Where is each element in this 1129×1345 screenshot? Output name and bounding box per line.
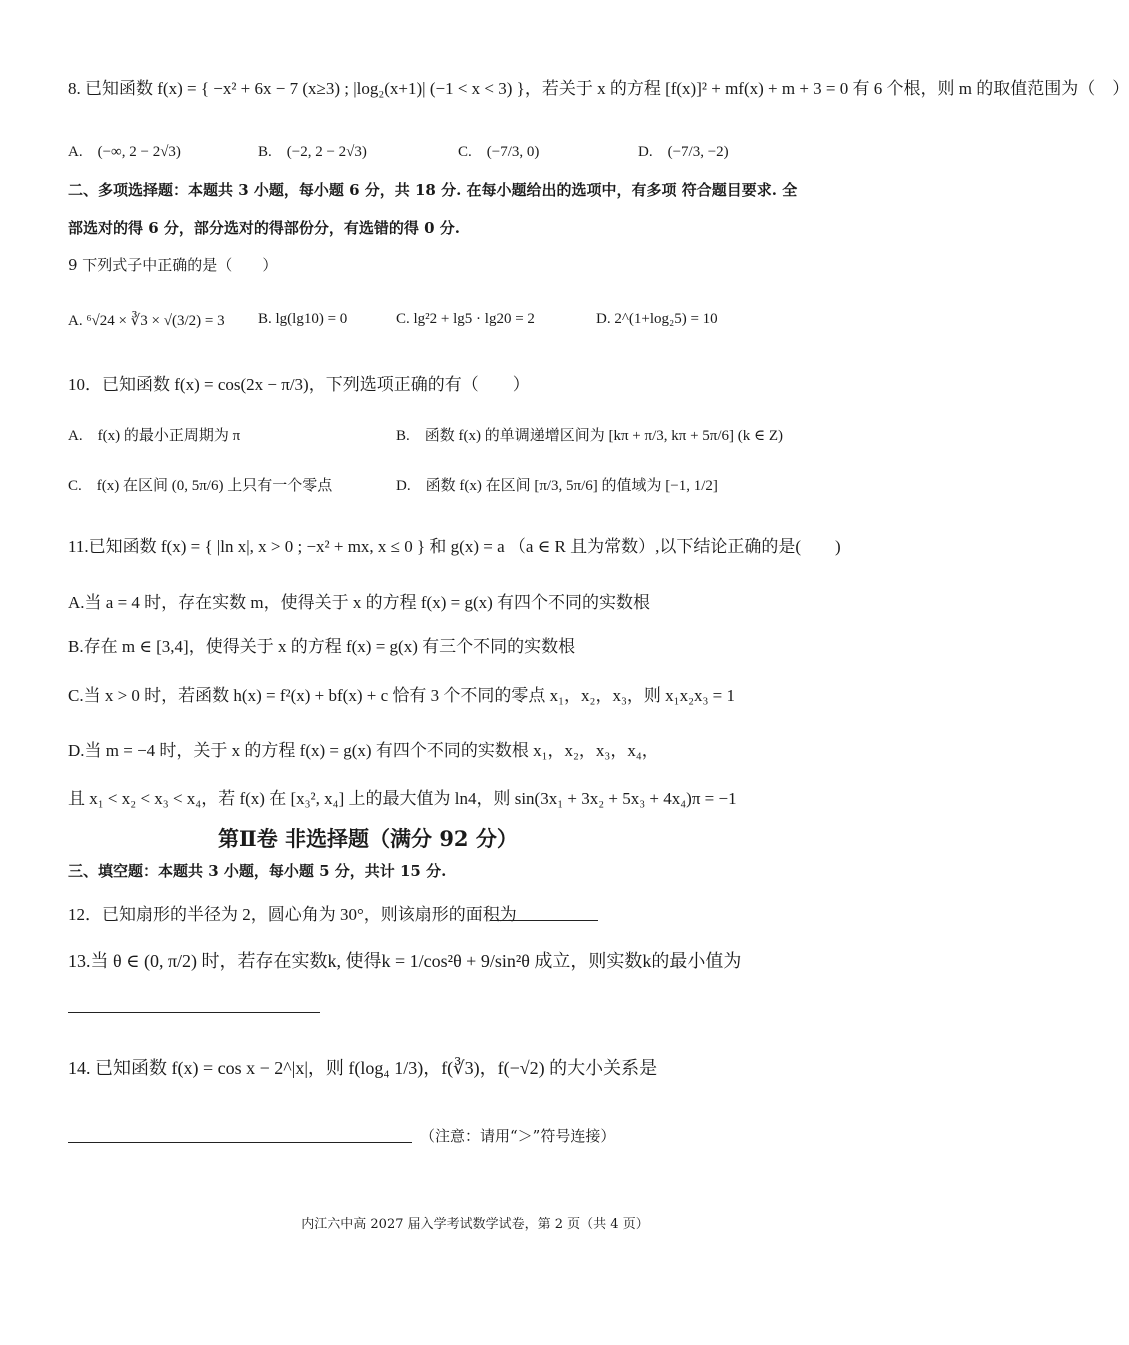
q8-stem: 8. 已知函数 f(x) = { −x² + 6x − 7 (x≥3) ; |log₂(x+1)| (−1 < x < 3) }，若关于 x 的方程 [f(x)]² + mf(x) + m + 3 = 0 有 6 个根，则 m 的取值范围为（ ） (68, 79, 1129, 98)
q8-option-b: B. (−2, 2 − 2√3) (258, 144, 367, 160)
q8-option-d: D. (−7/3, −2) (638, 144, 729, 160)
q14-answer-blank[interactable] (68, 1142, 412, 1143)
q12-answer-blank[interactable] (490, 920, 598, 921)
q8-option-c: C. (−7/3, 0) (458, 144, 540, 160)
q9-stem: 9 下列式子中正确的是（ ） (68, 256, 278, 274)
page-footer: 内江六中高 2027 届入学考试数学试卷，第 2 页（共 4 页） (301, 1217, 649, 1232)
q9-option-d: D. 2^(1+log₂5) = 10 (596, 311, 718, 327)
q13-answer-blank[interactable] (68, 1012, 320, 1013)
q10-option-b: B. 函数 f(x) 的单调递增区间为 [kπ + π/3, kπ + 5π/6] (k ∈ Z) (396, 428, 784, 444)
q9-option-b: B. lg(lg10) = 0 (258, 311, 348, 327)
q10-option-d: D. 函数 f(x) 在区间 [π/3, 5π/6] 的值域为 [−1, 1/2] (396, 478, 718, 494)
q12-text: 12．已知扇形的半径为 2，圆心角为 30°，则该扇形的面积为 (68, 905, 517, 924)
section3-header: 三、填空题：本题共 3 小题，每小题 5 分，共计 15 分. (68, 862, 447, 880)
q9-option-c: C. lg²2 + lg5 · lg20 = 2 (396, 311, 535, 327)
q10-stem: 10．已知函数 f(x) = cos(2x − π/3)，下列选项正确的有（ ） (68, 375, 530, 394)
q11-option-d-line2: 且 x₁ < x₂ < x₃ < x₄，若 f(x) 在 [x₃², x₄] 上的最大值为 ln4，则 sin(3x₁ + 3x₂ + 5x₃ + 4x₄)π = −1 (68, 789, 737, 808)
q9-option-a: A. ⁶√24 × ∛3 × √(3/2) = 3 (68, 313, 225, 329)
q11-option-a: A.当 a = 4 时，存在实数 m，使得关于 x 的方程 f(x) = g(x) 有四个不同的实数根 (68, 593, 651, 612)
q10-option-a: A. f(x) 的最小正周期为 π (68, 428, 241, 444)
q13-text: 13.当 θ ∈ (0, π/2) 时，若存在实数k, 使得k = 1/cos²θ + 9/sin²θ 成立，则实数k的最小值为 (68, 951, 742, 971)
section2-header-line2: 部选对的得 6 分，部分选对的得部份分，有选错的得 0 分. (68, 219, 460, 237)
q8-option-a: A. (−∞, 2 − 2√3) (68, 144, 181, 160)
section2-header-line1: 二、多项选择题：本题共 3 小题，每小题 6 分，共 18 分. 在每小题给出的选项中，有多项 符合题目要求. 全 (68, 181, 798, 199)
q11-option-b: B.存在 m ∈ [3,4]，使得关于 x 的方程 f(x) = g(x) 有三个不同的实数根 (68, 637, 576, 656)
q11-option-d-line1: D.当 m = −4 时，关于 x 的方程 f(x) = g(x) 有四个不同的实数根 x₁，x₂，x₃，x₄， (68, 741, 659, 760)
q11-stem: 11.已知函数 f(x) = { |ln x|, x > 0 ; −x² + mx, x ≤ 0 } 和 g(x) = a （a ∈ R 且为常数）,以下结论正确的是( ) (68, 537, 841, 556)
q10-option-c: C. f(x) 在区间 (0, 5π/6) 上只有一个零点 (68, 478, 333, 494)
q14-text: 14. 已知函数 f(x) = cos x − 2^|x|，则 f(log₄ 1/3)，f(∛3)，f(−√2) 的大小关系是 (68, 1058, 658, 1078)
q14-note: （注意：请用“＞”符号连接） (420, 1127, 616, 1145)
q11-option-c: C.当 x > 0 时，若函数 h(x) = f²(x) + bf(x) + c 恰有 3 个不同的零点 x₁，x₂，x₃，则 x₁x₂x₃ = 1 (68, 686, 736, 705)
part2-title: 第Ⅱ卷 非选择题（满分 92 分） (218, 826, 518, 851)
